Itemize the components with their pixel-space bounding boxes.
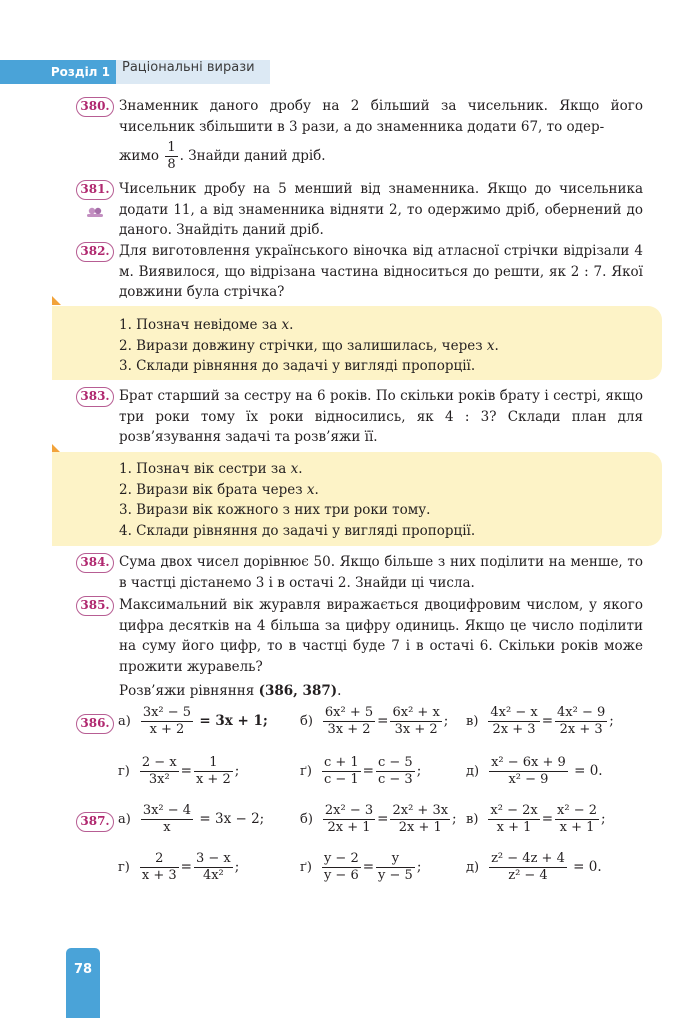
section-title: Раціональні вирази [122, 60, 255, 75]
pair-work-icon [86, 207, 104, 217]
task-385-text: Максимальний вік журавля виражається двоцифровим числом, у якого цифра десятків на 4 більша за цифру одиниць. Якщо це число поділити на суму його цифр, то в частці буде 7 і в остачі 6. Скільки років може прожити журавель? [119, 597, 643, 675]
hint-step: 2. Вирази вік брата через x. [119, 481, 319, 498]
task-381-text: Чисельник дробу на 5 менший від знаменника. Якщо до чисельника додати 11, а від знаменника відняти 2, то одержимо дріб, обернений до даного. Знайдіть даний дріб. [119, 181, 643, 238]
hint-list-382 [119, 315, 499, 377]
hint-list-383 [119, 459, 475, 541]
task-number-387: 387. [76, 812, 114, 832]
hint-marker-icon [52, 296, 61, 305]
task-number-380: 380. [76, 97, 114, 117]
fraction-one-eighth: $\frac{1}{8}$ [167, 140, 176, 172]
equation-386v: в) $\frac{\text{4x² − x}}{2x + 3}$ = $\frac{\text{4x² − 9}}{2x + 3}$ ; [466, 705, 614, 737]
equation-386a: а) $\frac{\text{3x² − 5}}{x + 2}$ = 3x + 1; [118, 705, 268, 737]
hint-step: 1. Познач невідоме за x. [119, 317, 294, 333]
hint-step: 3. Вирази вік кожного з них три роки тому. [119, 502, 431, 518]
equation-387d: д) $\frac{\text{z² − 4z + 4}}{\text{z² − 4}}$ = 0. [466, 851, 602, 883]
task-383-text: Брат старший за сестру на 6 років. По скільки років брату і сестрі, якщо три роки тому їх роки відносились, як 4 : 3? Склади план для розв’язування задачі та розв’яжи її. [119, 388, 643, 445]
hint-step: 4. Склади рівняння до задачі у вигляді пропорції. [119, 522, 476, 539]
task-384-text: Сума двох чисел дорівнює 50. Якщо більше з них поділити на менше, то в частці дістанемо 3 і в остачі 2. Знайди ці числа. [119, 554, 643, 591]
hint-step: 1. Познач вік сестри за x. [119, 461, 303, 477]
task-382-text: Для виготовлення українського віночка від атласної стрічки відрізали 4 м. Виявилося, що відрізана частина відноситься до решти, як 2 : 7. Якої довжини була стрічка? [119, 243, 643, 300]
page-number: 78 [66, 948, 100, 1018]
task-380-text: Знаменник даного дробу на 2 більший за чисельник. Якщо його чисельник збільшити в 3 рази, а до знаменника додати 67, то одер- жимо $\frac{1}{8}$ . Знайди даний дріб. [119, 98, 643, 172]
task-number-381: 381. [76, 180, 114, 200]
task-number-383: 383. [76, 387, 114, 407]
solve-intro: Розв’яжи рівняння (386, 387). [119, 683, 342, 699]
hint-step: 2. Вирази довжину стрічки, що залишилась, через x. [119, 337, 499, 354]
section-label: Розділ 1 [0, 60, 116, 84]
task-number-386: 386. [76, 714, 114, 734]
task-number-384: 384. [76, 553, 114, 573]
equation-387g: г) $\frac{2}{x + 3}$ = $\frac{3 - x}{\text{4x²}}$ ; [118, 851, 240, 883]
equation-386g: г) $\frac{2 - x}{\text{3x²}}$ = $\frac{1}{x + 2}$ ; [118, 755, 240, 787]
equation-386ge: ґ) $\frac{c + 1}{c - 1}$ = $\frac{c - 5}{c - 3}$ ; [300, 755, 422, 787]
equation-387b: б) $\frac{\text{2x² − 3}}{2x + 1}$ = $\frac{\text{2x² + 3x}}{2x + 1}$ ; [300, 803, 457, 835]
equation-387a: а) $\frac{\text{3x² − 4}}{x}$ = 3x − 2; [118, 803, 265, 835]
hint-step: 3. Склади рівняння до задачі у вигляді пропорції. [119, 358, 476, 374]
equation-387ge: ґ) $\frac{y - 2}{y - 6}$ = $\frac{y}{y - 5}$ ; [300, 851, 422, 883]
equation-387v: в) $\frac{\text{x² − 2x}}{x + 1}$ = $\frac{\text{x² − 2}}{x + 1}$ ; [466, 803, 606, 835]
equation-386d: д) $\frac{\text{x² − 6x + 9}}{\text{x² − 9}}$ = 0. [466, 755, 603, 787]
task-number-385: 385. [76, 596, 114, 616]
task-number-382: 382. [76, 242, 114, 262]
equation-386b: б) $\frac{\text{6x² + 5}}{3x + 2}$ = $\frac{\text{6x² + x}}{3x + 2}$ ; [300, 705, 449, 737]
